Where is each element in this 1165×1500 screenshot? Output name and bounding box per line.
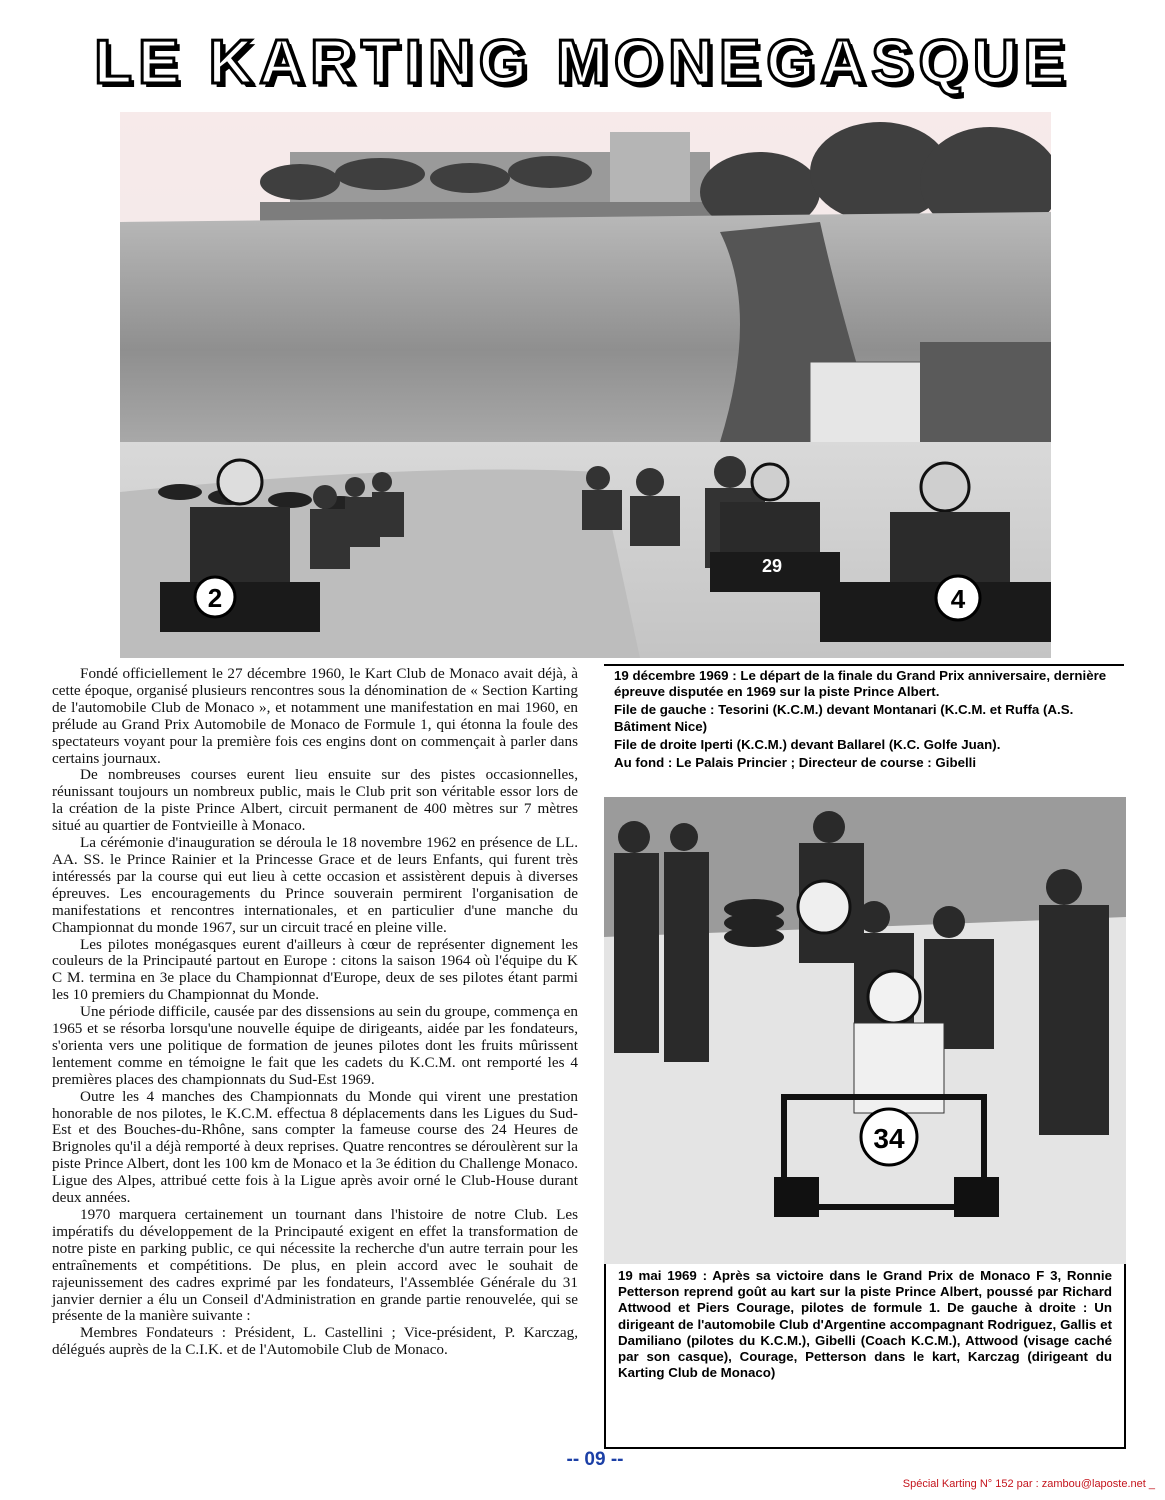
kart-number-34: 34 bbox=[873, 1123, 905, 1154]
page-title: LE KARTING MONEGASQUE bbox=[94, 28, 1071, 97]
kart-number-4: 4 bbox=[950, 584, 966, 614]
article-paragraph: Membres Fondateurs : Président, L. Castellini ; Vice-président, P. Karczag, délégués auprès de la C.I.K. et de l'Automobile Club de Monaco. bbox=[52, 1324, 578, 1359]
photo-race-start bbox=[120, 112, 1051, 658]
article-paragraph: Fondé officiellement le 27 décembre 1960, le Kart Club de Monaco avait déjà, à cette époque, organisé plusieurs rencontres sous la dénomination de « Section Karting de l'automobile Club de Monaco », et notamment une manifestation en mai 1960, en prélude au Grand Prix Automobile de Monaco de Formule 1, qui étonna la foule des spectateurs voyant pour la première fois ces engins dont on commençait à parler dans certains journaux. bbox=[52, 665, 578, 767]
page-number: -- 09 -- bbox=[566, 1449, 624, 1470]
caption-race-start-line: File de gauche : Tesorini (K.C.M.) devant Montanari (K.C.M. et Ruffa (A.S. Bâtiment Nice) bbox=[614, 702, 1074, 734]
race-start-illustration bbox=[120, 112, 1051, 658]
caption-race-start-line: 19 décembre 1969 : Le départ de la finale du Grand Prix anniversaire, dernière épreuve disputée en 1969 sur la piste Prince Albert. bbox=[614, 668, 1107, 700]
caption-race-start-line: File de droite Iperti (K.C.M.) devant Ballarel (K.C. Golfe Juan). bbox=[614, 736, 1001, 752]
caption-petterson: 19 mai 1969 : Après sa victoire dans le Grand Prix de Monaco F 3, Ronnie Petterson reprend goût au kart sur la piste Prince Albert, poussé par Richard Attwood et Piers Courage, pilotes de formule 1. De gauche à droite : Un dirigeant de l'automobile Club d'Argentine accompagnant Rodriguez, Gallis et Damiliano (pilotes du K.C.M.), Gibelli (Coach K.C.M.), Attwood (visage caché par son casque), Courage, Petterson dans le kart, Karczag (dirigeant du Karting Club de Monaco) bbox=[604, 1264, 1126, 1449]
petterson-kart-illustration bbox=[604, 797, 1126, 1264]
article-body bbox=[52, 666, 578, 1466]
article-paragraph: Les pilotes monégasques eurent d'ailleurs à cœur de représenter dignement les couleurs de la Principauté partout en Europe : citons la saison 1964 où l'équipe du K C M. termina en 3e place du Championnat d'Europe, deux de ses pilotes étant parmi les 10 premiers du Championnat du Monde. bbox=[52, 935, 578, 1004]
caption-race-start-line: Au fond : Le Palais Princier ; Directeur de course : Gibelli bbox=[614, 755, 977, 771]
article-paragraph: La cérémonie d'inauguration se déroula le 18 novembre 1962 en présence de LL. AA. SS. le Prince Rainier et la Princesse Grace et de leurs Enfants, qui furent très intéressés par la course qui eut lieu à cette occasion et assistèrent depuis à diverses épreuves. Les encouragements du Prince souverain permirent l'organisation de manifestations et rencontres internationales, et en particulier d'une manche du Championnat du monde 1967, sur un circuit tracé en pleine ville. bbox=[52, 834, 578, 936]
footer-credit: Spécial Karting N° 152 par : zambou@laposte.net _ bbox=[902, 1478, 1155, 1490]
article-paragraph: De nombreuses courses eurent lieu ensuite sur des pistes occasionnelles, réunissant toujours un nombreux public, mais le Club prit son véritable essor lors de la création de la piste Prince Albert, circuit permanent de 400 mètres sur 7 mètres situé au quartier de Fontvieille à Monaco. bbox=[52, 766, 578, 835]
article-paragraph: 1970 marquera certainement un tournant dans l'histoire de notre Club. Les impératifs du développement de la Principauté exigent en effet la transformation de notre piste en parking public, ce qui nécessite la recherche d'un autre terrain pour les entraînements et compétitions. De plus, en plein accord avec le souhait de rajeunissement des cadres exprimé par les fondateurs, l'Assemblée Générale du 31 janvier dernier a élu un Conseil d'Administration en grande partie renouvelée, qui se présente de la manière suivante : bbox=[52, 1206, 578, 1325]
photo-petterson-kart bbox=[604, 797, 1126, 1264]
caption-race-start bbox=[604, 664, 1124, 776]
kart-number-2: 2 bbox=[207, 583, 223, 613]
article-paragraph: Une période difficile, causée par des dissensions au sein du groupe, commença en 1965 et se résorba lorsqu'une nouvelle équipe de dirigeants, aidée par les fondateurs, s'orienta vers une politique de formation de jeunes pilotes dont les fruits mûrissent lentement comme en témoigne le fait que les cadets du K.C.M. ont remporté les 4 premières places des championnats du Sud-Est 1969. bbox=[52, 1003, 578, 1088]
article-paragraph: Outre les 4 manches des Championnats du Monde qui virent une prestation honorable de nos pilotes, le K.C.M. effectua 8 déplacements dans les Ligues du Sud-Est et des Bouches-du-Rhône, sans compter la fameuse course des 24 Heures de Brignoles qu'il a déjà remporté à deux reprises. Quatre rencontres se déroulèrent sur la piste Prince Albert, dont les 100 km de Monaco et la 3e édition du Challenge Monaco. Ligue des Alpes, attribué cette fois à la Ligue après avoir orné le Club-House durant deux années. bbox=[52, 1087, 578, 1207]
kart-number-29: 29 bbox=[761, 556, 783, 576]
